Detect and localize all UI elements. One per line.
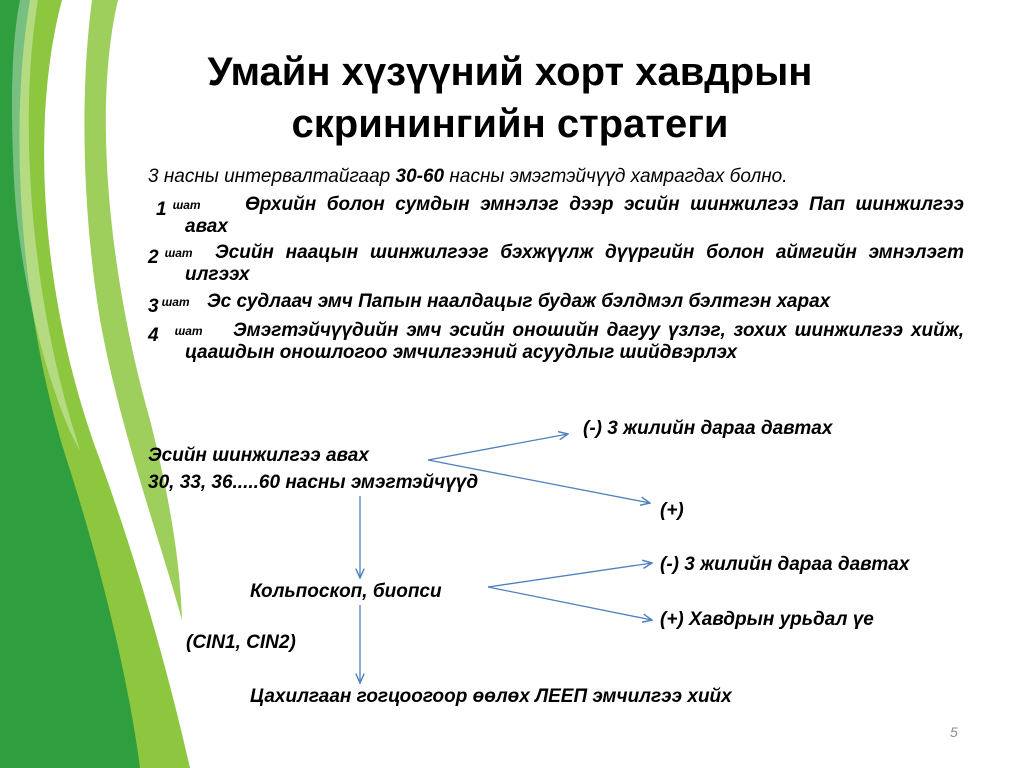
cin-label: (CIN1, CIN2) (186, 632, 296, 653)
step-text: Эмэгтэйчүүдийн эмч эсийн оношийн дагуу үзлэг, зохих шинжилгээ хийж, цаашдын оношлогоо эмчилгээний асуудлыг шийдвэрлэх (185, 320, 964, 363)
result-positive-1: (+) (660, 500, 684, 521)
step-label: шат (161, 295, 190, 309)
result-negative-2: (-) 3 жилийн дараа давтах (660, 554, 910, 575)
arrow-colpo-to-negative (488, 563, 652, 587)
title-line-2: скринингийн стратеги (291, 102, 729, 146)
step-label: шат (172, 198, 201, 212)
step-label: шат (174, 324, 203, 338)
intro-after: насны эмэгтэйчүүд хамрагдах болно. (444, 166, 788, 187)
arrow-colpo-to-precancer (488, 587, 652, 620)
title-line-1: Умайн хүзүүний хорт хавдрын (207, 50, 813, 94)
arrow-sample-to-negative (428, 434, 568, 460)
intro-highlight: 30-60 (395, 166, 445, 187)
step-number: 3 (148, 296, 159, 317)
page-number: 5 (950, 724, 958, 740)
result-negative-1: (-) 3 жилийн дараа давтах (583, 418, 833, 439)
step-number: 4 (148, 325, 159, 346)
age-group-label: 30, 33, 36.....60 насны эмэгтэйчүүд (148, 472, 479, 493)
step-text: Өрхийн болон сумдын эмнэлэг дээр эсийн шинжилгээ Пап шинжилгээ авах (185, 194, 964, 237)
step-number: 1 (156, 199, 167, 220)
intro-before: 3 насны интервалтайгаар (148, 166, 396, 187)
step-text: Эс судлаач эмч Папын наалдацыг будаж бэлдмэл бэлтгэн харах (207, 291, 831, 312)
result-precancer: (+) Хавдрын урьдал үе (660, 609, 874, 630)
step-label: шат (164, 246, 193, 260)
step-number: 2 (148, 247, 159, 268)
leep-treatment-label: Цахилгаан гогцоогоор өөлөх ЛЕЕП эмчилгээ хийх (250, 686, 732, 707)
step-text: Эсийн наацын шинжилгээг бэхжүүлж дүүргийн болон аймгийн эмнэлэгт илгээх (185, 242, 964, 285)
colposcopy-label: Кольпоскоп, биопси (250, 581, 442, 602)
sample-label: Эсийн шинжилгээ авах (148, 445, 369, 466)
